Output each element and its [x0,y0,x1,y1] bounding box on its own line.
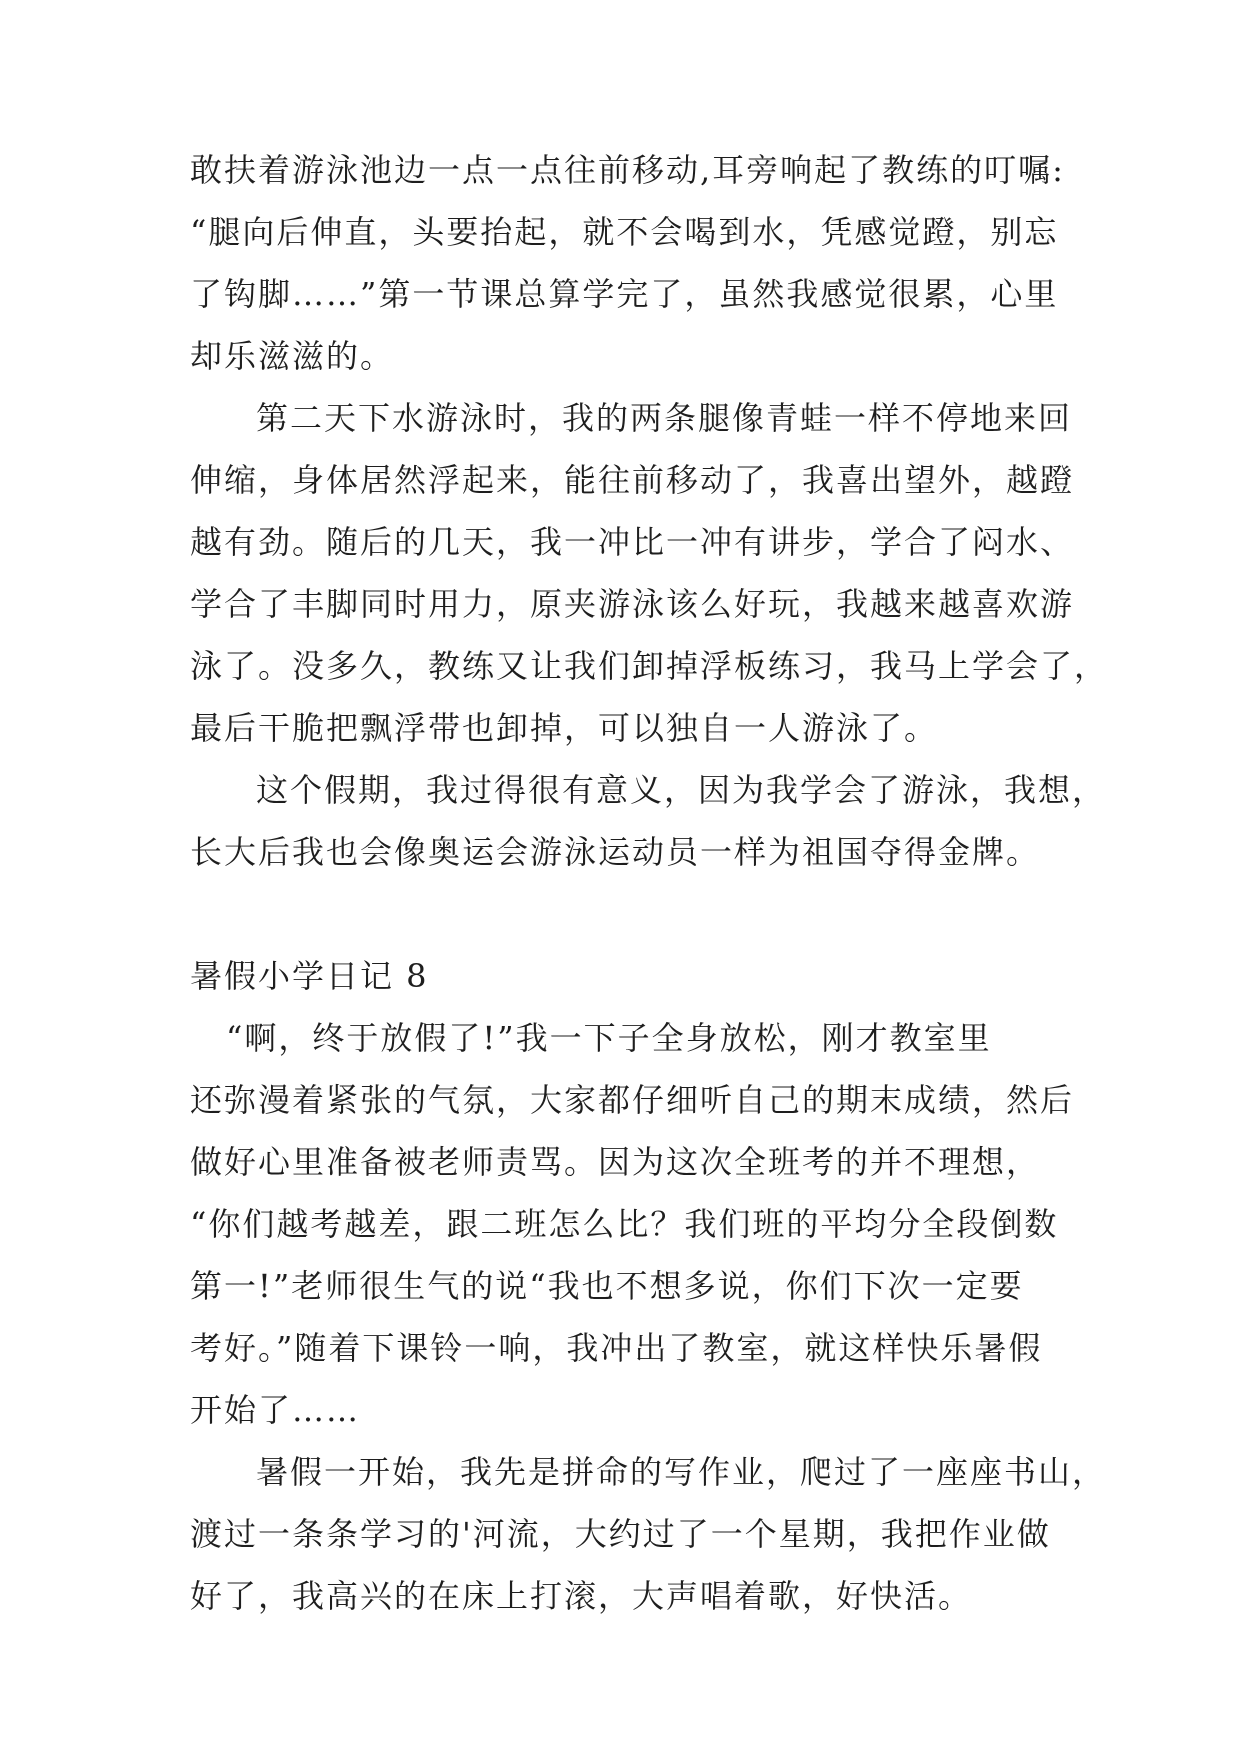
text-line: 却乐滋滋的。 [190,337,395,375]
text-line: 渡过一条条学习的'河流，大约过了一个星期，我把作业做 [190,1515,1051,1553]
text-line: 这个假期，我过得很有意义，因为我学会了游泳，我想， [256,771,1107,809]
text-line: 长大后我也会像奥运会游泳运动员一样为祖国夺得金牌。 [190,833,1041,871]
text-line: “啊，终于放假了!”我一下子全身放松，刚才教室里 [226,1019,992,1057]
text-line: 做好心里准备被老师责骂。因为这次全班考的并不理想， [190,1143,1041,1181]
text-line: “腿向后伸直，头要抬起，就不会喝到水，凭感觉蹬，别忘 [190,213,1059,251]
text-line: 越有劲。随后的几天，我一冲比一冲有讲步，学合了闷水、 [190,523,1075,561]
text-line: 泳了。没多久，教练又让我们卸掉浮板练习，我马上学会了， [190,647,1109,685]
text-line: “你们越考越差，跟二班怎么比？我们班的平均分全段倒数 [190,1205,1059,1243]
text-line: 第一!”老师很生气的说“我也不想多说，你们下次一定要 [190,1267,1024,1305]
text-line: 最后干脆把飘浮带也卸掉，可以独自一人游泳了。 [190,709,939,747]
text-line: 第二天下水游泳时，我的两条腿像青蛙一样不停地来回 [256,399,1073,437]
text-line: 了钩脚……”第一节课总算学完了，虽然我感觉很累，心里 [190,275,1059,313]
text-line: 还弥漫着紧张的气氛，大家都仔细听自己的期末成绩，然后 [190,1081,1075,1119]
text-line: 好了，我高兴的在床上打滚，大声唱着歌，好快活。 [190,1577,973,1615]
text-line: 学合了丰脚同时用力，原夹游泳该么好玩，我越来越喜欢游 [190,585,1075,623]
text-line: 敢扶着游泳池边一点一点往前移动,耳旁响起了教练的叮嘱: [190,151,1065,189]
text-line: 伸缩，身体居然浮起来，能往前移动了，我喜出望外，越蹬 [190,461,1075,499]
text-line: 考好。”随着下课铃一响，我冲出了教室，就这样快乐暑假 [190,1329,1043,1367]
text-line: 开始了…… [190,1391,361,1429]
section-heading: 暑假小学日记 8 [190,957,429,995]
text-line: 暑假一开始，我先是拼命的写作业，爬过了一座座书山， [256,1453,1107,1491]
